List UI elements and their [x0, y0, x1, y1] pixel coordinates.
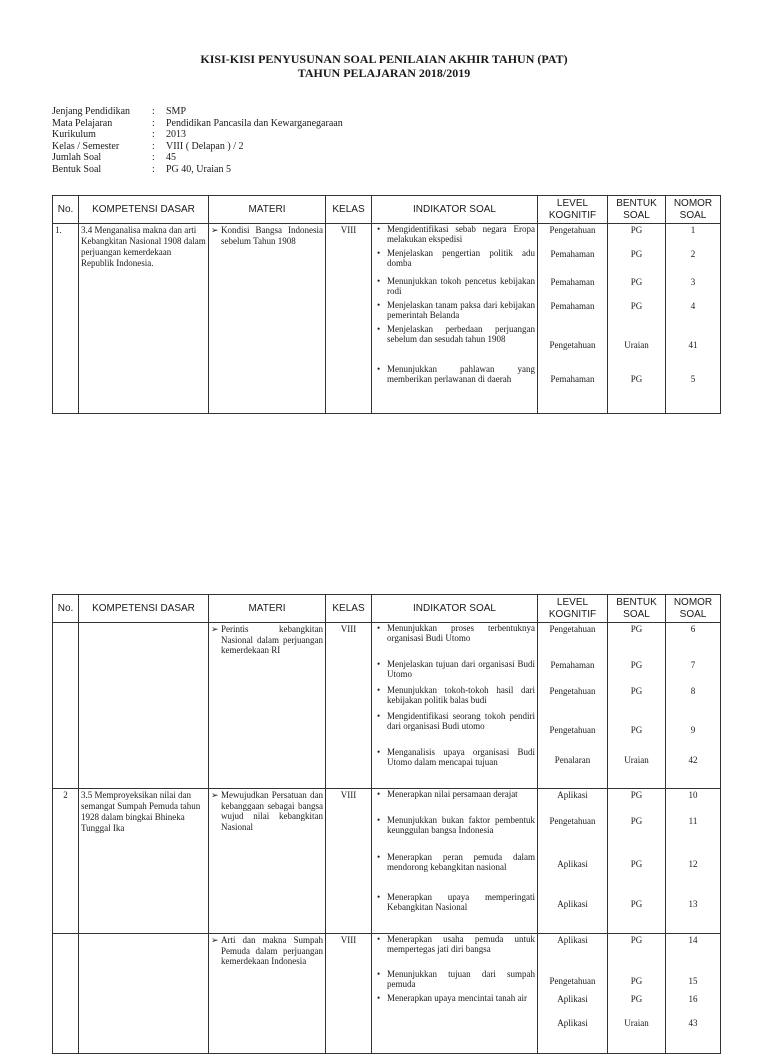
level-value: Aplikasi [557, 859, 588, 869]
header-level-line1: LEVEL [556, 197, 589, 209]
info-row [52, 152, 343, 164]
header-level [538, 595, 608, 623]
row-no [53, 934, 79, 1054]
info-row [52, 164, 343, 176]
row-materi [209, 623, 326, 789]
bullet-icon: • [377, 685, 381, 695]
indicator-text: Menunjukkan tokoh pencetus kebijakan rodi [387, 276, 535, 296]
materi-text: Kondisi Bangsa Indonesia sebelum Tahun 1908 [221, 225, 323, 246]
nomor-value: 12 [688, 859, 698, 869]
level-value: Pengetahuan [549, 976, 596, 986]
bentuk-value: PG [630, 225, 643, 235]
level-value: Pengetahuan [549, 225, 596, 235]
bullet-icon: • [377, 659, 381, 669]
indicator-item [374, 790, 535, 816]
row-materi [209, 224, 326, 414]
nomor-value: 15 [688, 976, 698, 986]
level-value: Aplikasi [557, 935, 588, 945]
info-colon: : [152, 163, 155, 175]
header-nomor [666, 595, 721, 623]
indicator-item [374, 816, 535, 853]
nomor-value: 14 [688, 935, 698, 945]
header-kelas: KELAS [326, 595, 372, 623]
indicator-text: Menunjukkan tokoh-tokoh hasil dari kebijakan politik balas budi [387, 685, 535, 705]
bullet-icon: • [377, 711, 381, 721]
bentuk-value: PG [630, 301, 643, 311]
info-colon: : [152, 106, 155, 117]
indicator-list [374, 935, 535, 1018]
header-nomor [666, 196, 721, 224]
indicator-item [374, 970, 535, 994]
indicator-list [374, 790, 535, 931]
row-no: 1. [53, 224, 79, 414]
row-bentuk [608, 224, 666, 414]
row-nomor [666, 934, 721, 1054]
indicator-item [374, 748, 535, 786]
header-nomor-line2: SOAL [679, 608, 707, 620]
info-value: 45 [166, 152, 176, 164]
info-key: Jumlah Soal [52, 152, 102, 164]
info-value: VIII ( Delapan ) / 2 [166, 140, 244, 152]
indicator-item [374, 277, 535, 301]
info-key: Kelas / Semester [52, 140, 120, 152]
indicator-list [374, 624, 535, 786]
header-bentuk-line2: SOAL [623, 209, 650, 221]
indicator-text: Menjelaskan pengertian politik adu domba [387, 248, 535, 268]
indicator-text: Menunjukkan pahlawan yang memberikan perlawanan di daerah [387, 364, 535, 384]
indicator-item [374, 365, 535, 405]
header-materi: MATERI [209, 595, 326, 623]
indicator-text: Menerapkan nilai persamaan derajat [387, 789, 518, 799]
header-level-line2: KOGNITIF [548, 209, 597, 221]
bullet-icon: • [377, 276, 381, 286]
document-subtitle: TAHUN PELAJARAN 2018/2019 [297, 66, 471, 80]
row-kelas: VIII [326, 623, 372, 789]
info-row [52, 141, 343, 153]
header-kelas: KELAS [326, 196, 372, 224]
materi-text: Mewujudkan Persatuan dan kebanggaan sebagai bangsa wujud nilai kebangkitan Nasional [221, 790, 323, 832]
info-value: 2013 [166, 129, 186, 141]
nomor-value: 41 [688, 340, 698, 350]
info-colon: : [152, 117, 155, 129]
info-colon: : [152, 152, 155, 164]
nomor-value: 5 [690, 374, 696, 384]
row-bentuk [608, 934, 666, 1054]
header-indikator: INDIKATOR SOAL [372, 196, 538, 224]
level-value: Pengetahuan [549, 340, 596, 350]
header-no: No. [53, 196, 79, 224]
row-level [538, 934, 608, 1054]
row-kelas: VIII [326, 789, 372, 934]
bullet-icon: • [377, 300, 381, 310]
row-kompetensi-dasar: 3.5 Memproyeksikan nilai dan semangat Sumpah Pemuda tahun 1928 dalam bingkai Bhineka Tunggal Ika [79, 789, 209, 934]
indicator-text: Menjelaskan tujuan dari organisasi Budi Utomo [387, 659, 535, 679]
indicator-list [374, 225, 535, 405]
header-nomor-line1: NOMOR [673, 596, 713, 608]
info-colon: : [152, 140, 155, 152]
level-value: Pengetahuan [549, 725, 596, 735]
nomor-value: 16 [688, 994, 698, 1004]
header-bentuk-line1: BENTUK [616, 596, 657, 608]
nomor-value: 8 [690, 686, 696, 696]
level-value: Aplikasi [557, 1018, 588, 1028]
table-header-row [53, 595, 721, 623]
header-kompetensi-dasar: KOMPETENSI DASAR [79, 196, 209, 224]
info-key: Bentuk Soal [52, 163, 102, 175]
info-value: Pendidikan Pancasila dan Kewarganegaraan [166, 117, 343, 129]
arrow-bullet-icon: ➢ [211, 790, 219, 800]
nomor-value: 9 [690, 725, 696, 735]
indicator-item [374, 624, 535, 660]
nomor-value: 43 [688, 1018, 698, 1028]
bullet-icon: • [377, 852, 381, 862]
row-kompetensi-dasar: 3.4 Menganalisa makna dan arti Kebangkitan Nasional 1908 dalam perjuangan kemerdekaan Republik Indonesia. [79, 224, 209, 414]
row-level [538, 789, 608, 934]
indicator-text: Menerapkan upaya memperingati Kebangkitan Nasional [387, 892, 535, 912]
info-row [52, 106, 343, 118]
header-nomor-line1: NOMOR [673, 197, 713, 209]
indicator-text: Menjelaskan perbedaan perjuangan sebelum dan sesudah tahun 1908 [387, 324, 535, 344]
row-nomor [666, 789, 721, 934]
level-value: Penalaran [554, 755, 591, 765]
level-value: Pemahaman [550, 660, 595, 670]
materi-text: Arti dan makna Sumpah Pemuda dalam perjuangan kemerdekaan Indonesia [221, 935, 323, 966]
indicator-item [374, 994, 535, 1018]
materi-text: Perintis kebangkitan Nasional dalam perjuangan kemerdekaan RI [221, 624, 323, 655]
bentuk-value: PG [630, 790, 643, 800]
info-key: Jenjang Pendidikan [52, 106, 131, 117]
level-value: Pemahaman [550, 277, 595, 287]
indicator-text: Menerapkan usaha pemuda untuk mempertegas jati diri bangsa [387, 934, 535, 954]
nomor-value: 1 [690, 225, 696, 235]
nomor-value: 4 [690, 301, 696, 311]
indicator-text: Menerapkan peran pemuda dalam mendorong kebangkitan nasional [387, 852, 535, 872]
row-bentuk [608, 789, 666, 934]
nomor-value: 7 [690, 660, 696, 670]
level-value: Aplikasi [557, 790, 588, 800]
indicator-text: Menjelaskan tanam paksa dari kebijakan pemerintah Belanda [387, 300, 535, 320]
bullet-icon: • [377, 324, 381, 334]
nomor-value: 3 [690, 277, 696, 287]
table-row [53, 789, 721, 934]
indicator-text: Mengidentifikasi seorang tokoh pendiri dari organisasi Budi utomo [387, 711, 535, 731]
arrow-bullet-icon: ➢ [211, 935, 219, 945]
arrow-bullet-icon: ➢ [211, 624, 219, 634]
table-header-row [53, 196, 721, 224]
indicator-item [374, 893, 535, 931]
row-nomor [666, 623, 721, 789]
bentuk-value: PG [630, 249, 643, 259]
indicator-item [374, 686, 535, 712]
header-bentuk-line2: SOAL [623, 608, 650, 620]
row-kelas: VIII [326, 934, 372, 1054]
row-kompetensi-dasar [79, 623, 209, 789]
row-indikator [372, 934, 538, 1054]
bentuk-value: Uraian [624, 755, 649, 765]
bullet-icon: • [377, 789, 381, 799]
bullet-icon: • [377, 747, 381, 757]
row-bentuk [608, 623, 666, 789]
info-value: SMP [166, 106, 187, 117]
nomor-value: 13 [688, 899, 698, 909]
bullet-icon: • [377, 892, 381, 902]
indicator-text: Menunjukkan bukan faktor pembentuk keunggulan bangsa Indonesia [387, 815, 535, 835]
row-no: 2 [53, 789, 79, 934]
nomor-value: 6 [690, 624, 696, 634]
indicator-text: Menunjukkan tujuan dari sumpah pemuda [387, 969, 535, 989]
nomor-value: 10 [688, 790, 698, 800]
bentuk-value: PG [630, 660, 643, 670]
bullet-icon: • [377, 248, 381, 258]
indicator-item [374, 935, 535, 970]
row-indikator [372, 789, 538, 934]
bentuk-value: PG [630, 935, 643, 945]
kisi-kisi-table-2 [52, 594, 721, 1054]
level-value: Aplikasi [557, 994, 588, 1004]
indicator-item [374, 712, 535, 748]
bentuk-value: PG [630, 976, 643, 986]
bentuk-value: PG [630, 899, 643, 909]
indicator-text: Menganalisis upaya organisasi Budi Utomo dalam mencapai tujuan [387, 747, 535, 767]
bentuk-value: PG [630, 859, 643, 869]
bullet-icon: • [377, 993, 381, 1003]
table-row [53, 623, 721, 789]
header-bentuk-line1: BENTUK [616, 197, 657, 209]
header-materi: MATERI [209, 196, 326, 224]
bullet-icon: • [377, 623, 381, 633]
indicator-item [374, 660, 535, 686]
row-level [538, 623, 608, 789]
nomor-value: 11 [688, 816, 698, 826]
row-kompetensi-dasar [79, 934, 209, 1054]
bullet-icon: • [377, 364, 381, 374]
header-nomor-line2: SOAL [679, 209, 707, 221]
info-key: Mata Pelajaran [52, 117, 113, 129]
bentuk-value: PG [630, 686, 643, 696]
row-nomor [666, 224, 721, 414]
bentuk-value: PG [630, 374, 643, 384]
row-no [53, 623, 79, 789]
info-value: PG 40, Uraian 5 [166, 163, 231, 175]
bullet-icon: • [377, 969, 381, 979]
bentuk-value: Uraian [624, 1018, 649, 1028]
level-value: Pemahaman [550, 249, 595, 259]
table-row [53, 224, 721, 414]
row-materi [209, 789, 326, 934]
header-bentuk [608, 196, 666, 224]
indicator-item [374, 325, 535, 365]
header-kompetensi-dasar: KOMPETENSI DASAR [79, 595, 209, 623]
level-value: Pemahaman [550, 374, 595, 384]
level-value: Aplikasi [557, 899, 588, 909]
indicator-item [374, 225, 535, 249]
info-row [52, 118, 343, 130]
row-level [538, 224, 608, 414]
indicator-item [374, 301, 535, 325]
level-value: Pengetahuan [549, 686, 596, 696]
indicator-item [374, 249, 535, 277]
kisi-kisi-table-1 [52, 195, 721, 414]
indicator-text: Mengidentifikasi sebab negara Eropa melakukan ekspedisi [387, 224, 535, 244]
table-row [53, 934, 721, 1054]
info-key: Kurikulum [52, 129, 96, 141]
level-value: Pengetahuan [549, 624, 596, 634]
bentuk-value: PG [630, 725, 643, 735]
row-materi [209, 934, 326, 1054]
header-indikator: INDIKATOR SOAL [372, 595, 538, 623]
header-no: No. [53, 595, 79, 623]
bullet-icon: • [377, 224, 381, 234]
level-value: Pemahaman [550, 301, 595, 311]
header-level-line2: KOGNITIF [548, 608, 597, 620]
header-level [538, 196, 608, 224]
row-kelas: VIII [326, 224, 372, 414]
nomor-value: 2 [690, 249, 696, 259]
bentuk-value: PG [630, 277, 643, 287]
bentuk-value: PG [630, 624, 643, 634]
header-level-line1: LEVEL [556, 596, 589, 608]
info-colon: : [152, 129, 155, 141]
nomor-value: 42 [688, 755, 698, 765]
info-row [52, 129, 343, 141]
bentuk-value: Uraian [624, 340, 649, 350]
row-indikator [372, 623, 538, 789]
bentuk-value: PG [630, 816, 643, 826]
bullet-icon: • [377, 934, 381, 944]
header-bentuk [608, 595, 666, 623]
document-title: KISI-KISI PENYUSUNAN SOAL PENILAIAN AKHIR TAHUN (PAT) [200, 52, 568, 66]
identity-block [52, 106, 343, 176]
row-indikator [372, 224, 538, 414]
indicator-text: Menerapkan upaya mencintai tanah air [387, 993, 527, 1003]
arrow-bullet-icon: ➢ [211, 225, 219, 235]
bullet-icon: • [377, 815, 381, 825]
indicator-item [374, 853, 535, 893]
indicator-text: Menunjukkan proses terbentuknya organisasi Budi Utomo [387, 623, 535, 643]
level-value: Pengetahuan [549, 816, 596, 826]
bentuk-value: PG [630, 994, 643, 1004]
